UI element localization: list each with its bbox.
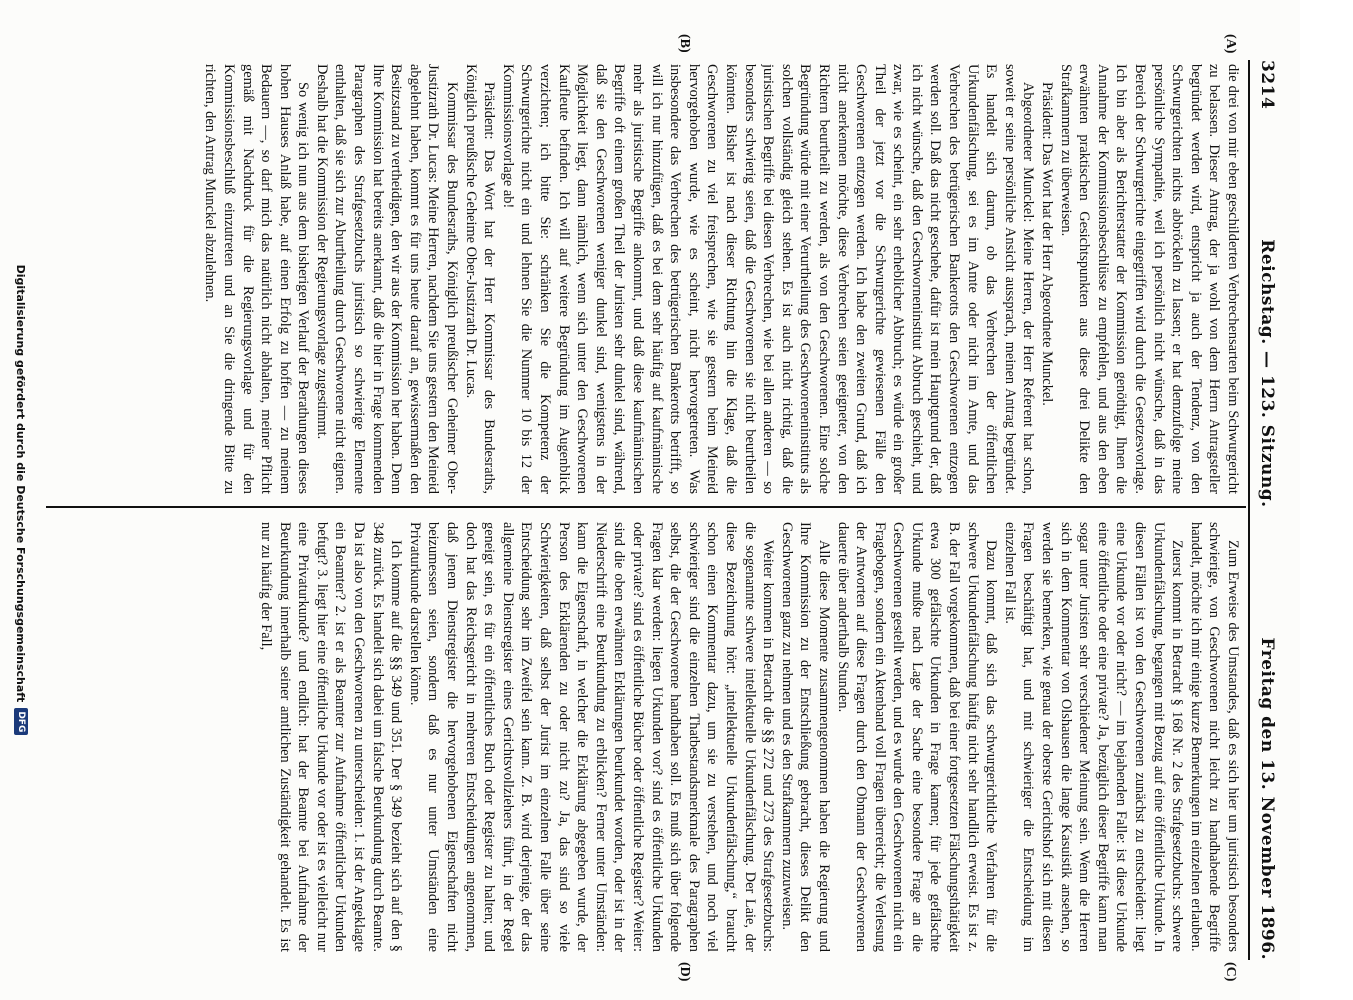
- paragraph: Zuerst kommt in Betracht § 168 Nr. 2 des Strafgesetzbuchs: schwere Urkundenfälschung, begangen mit Bezug auf eine öffentliche Urkunde. In diesen Fällen ist von den Geschworenen zunächst zu entscheiden: liegt eine Urkunde vor oder nicht? — im bejahenden Falle: ist diese Urkunde eine öffentliche oder eine private? Ja, bezüglich dieser Begriffe kann man sogar unter Juristen sehr verschiedener Meinung sein. Wenn die Herren sich in dem Kommentar von Olshausen die lange Kasuistik ansehen, so werden sie bemerken, wie genau der oberste Gerichtshof sich mit diesen Fragen beschäftigt hat, und mit schwieriger die Entscheidung im einzelnen Fall ist.: [1001, 522, 1186, 952]
- page-number: 3214: [1257, 60, 1277, 110]
- paragraph: Weiter kommen in Betracht die §§ 272 und 273 des Strafgesetzbuchs: die sogenannte schwere intellektuelle Urkundenfälschung. Der Laie, der diese Bezeichnung hört: „intellektuelle Urkundenfälschung,“ braucht schon einen Kommentar dazu, um sie zu verstehen, und noch viel schwieriger sind die einzelnen Thatbestandsmerkmale des Paragraphen selbst, die der Geschworene handhaben soll. Es muß sich über folgende Fragen klar werden: liegen Urkunden vor? sind es öffentliche Urkunden oder private? sind es öffentliche Bücher oder öffentliche Register? Weiter: sind die oben erwähnten Erklärungen beurkundet worden, oder ist in der Niederschrift eine Beurkundung zu erblicken? Ferner unter Umständen: kann die Eigenschaft, in welcher die Erklärung abgegeben wurde, der Person des Erklärenden zu oder nicht zu? Ja, das sind so viele Schwierigkeiten, daß selbst der Jurist im einzelnen Falle über seine Entscheidung sehr im Zweifel sein kann. Z. B. wird derjenige, der das allgemeine Dienstregister eines Gerichtsvollziehers führt, in der Regel geneigt sein, es für ein öffentliches Buch oder Register zu halten; und doch hat das Reichsgericht in mehreren Entscheidungen angenommen, daß jenem Dienstregister die hervorgehobenen Eigenschaften nicht beizumessen seien, sondern daß es nur unter Umständen eine Privaturkunde darstellen könne.: [406, 522, 777, 952]
- paragraph: die drei von mir eben geschilderten Verbrechensarten beim Schwurgericht zu belassen. Dieser Antrag, der ja wohl von dem Herrn Antragsteller begründet werden wird, entspricht ja auch der Tendenz, von den Schwurgerichten nichts abbröckeln zu lassen; er hat demzufolge meine persönliche Sympathie, weil ich persönlich nicht wünsche, daß in das Bereich der Schwurgerichte eingegriffen wird durch die Gesetzesvorlage. Ich bin aber als Berichterstatter der Kommission genöthigt, Ihnen die Annahme der Kommissionsbeschlüsse zu empfehlen, und aus den eben erwähnten praktischen Gesichtspunkten aus diese drei Delikte den Strafkammern zu überweisen.: [1057, 64, 1241, 494]
- margin-marker-c: (C): [1223, 962, 1238, 982]
- digitization-footer: [7, 0, 35, 1000]
- header-rule: [1248, 60, 1250, 960]
- paragraph: Präsident: Das Wort hat der Herr Kommissar des Bundesraths, Königlich preußische Geheime Ober-Justizrath Dr. Lucas.: [462, 64, 498, 494]
- dfg-logo-icon: DFG: [14, 708, 28, 735]
- page-title: Reichstag. — 123. Sitzung.: [1257, 239, 1277, 508]
- margin-marker-b: (B): [677, 34, 692, 53]
- margin-marker-d: (D): [677, 962, 692, 982]
- paragraph: Präsident: Das Wort hat der Herr Abgeordnete Munckel.: [1039, 82, 1056, 406]
- paragraph: Abgeordneter Munckel: Meine Herren, der Herr Referent hat schon, soweit er seine persönliche Ansicht aussprach, meinen Antrag begründet. Es handelt sich darum, ob das Verbrechen der öffentlichen Urkundenfälschung, sei es im Amte oder nicht im Amte, und das Verbrechen des betrügerischen Bankerotts den Geschworenen entzogen werden soll. Daß das nicht geschehe, dafür ist mein Hauptgrund der, daß ich nicht wünsche, daß den Geschworneninstitut Abbruch geschieht, und zwar, wie es scheint, ein sehr erheblicher Abbruch; es würde ein großer Theil der jetzt vor die Schwurgerichte gewiesenen Fälle den Geschworenen entzogen werden. Ich habe den zweiten Grund, daß ich nicht anerkennen möchte, diese Verbrechen seien geeigneter, von den Richtern beurtheilt zu werden, als von den Geschworenen. Eine solche Begründung würde mit einer Verurtheilung des Geschworeneninstituts als solchen vollständig gleich stehen. Es ist auch nicht richtig, daß die juristischen Begriffe bei diesen Verbrechen, wie bei allen anderen — so besonders schwierig seien, daß die Geschworenen sie nicht beurtheilen könnten. Bisher ist nach dieser Richtung hin die Klage, daß die Geschworenen zu viel freisprechen, wie sie gestern beim Meineid hervorgehoben wurde, wie es scheint, nicht hervorgetreten. Was insbesondere das Verbrechen des betrügerischen Bankerotts betrifft, so will ich nur hinzufügen, daß es bei dem sehr häufig auf kaufmännische mehr als juristische Begriffe ankommt, und daß diese kaufmännischen Begriffe oft einem großen Theil der Juristen sehr dunkel sind, während, daß sie den Geschworenen weniger dunkel sind, wenigstens in der Möglichkeit liegt, dann nämlich, wenn sich unter den Geschworenen Kaufleute befinden. Ich will auf weitere Begründung im Augenblick verzichten; ich bitte Sie: schränken Sie die Kompetenz der Schwurgerichte nicht ein und lehnen Sie die Nummer 10 bis 12 der Kommissionsvorlage ab!: [499, 64, 1037, 494]
- paragraph: So wenig ich nun aus dem bisherigen Verlauf der Berathungen dieses hohen Hauses Anlaß habe, auf einen Erfolg zu hoffen — zu meinem Bedauern —, so darf mich das natürlich nicht abhalten, meiner Pflicht gemäß mit Nachdruck für die Regierungsvorlage und für den Kommissionsbeschluß einzutreten und an Sie die dringende Bitte zu richten, den Antrag Munckel abzulehnen.: [202, 64, 312, 494]
- right-column: [52, 522, 1242, 952]
- page-date: Freitag den 13. November 1896.: [1257, 637, 1277, 960]
- column-divider: [46, 506, 1246, 508]
- paragraph: Ich komme auf die §§ 349 und 351. Der § 349 bezieht sich auf den § 348 zurück. Es handelt sich dabei um falsche Beurkundung durch Beamte. Da ist also von den Geschworenen zu unterscheiden: 1. ist der Angeklagte ein Beamter? 2. ist er als Beamter zur Aufnahme öffentlicher Urkunden befugt? 3. liegt hier eine öffentliche Urkunde vor oder ist es vielleicht nur eine Privaturkunde? und endlich: hat der Beamte bei Aufnahme der Beurkundung innerhalb seiner amtlichen Zuständigkeit gehandelt. Es ist nur zu häufig der Fall,: [258, 522, 405, 952]
- paragraph: Alle diese Momente zusammengenommen haben die Regierung und Ihre Kommission zu der Entschließung gebracht, dieses Delikt den Geschworenen ganz zu nehmen und es den Strafkammern zuzuweisen.: [778, 522, 832, 952]
- paragraph: Zum Erweise des Umstandes, daß es sich hier um juristisch besonders schwierige, von Geschworenen nicht leicht zu handhabende Begriffe handelt, möchte ich mir einige kurze Bemerkungen im einzelnen erlauben.: [1187, 522, 1241, 952]
- paragraph: Dazu kommt, daß sich das schwurgerichtliche Verfahren für die schwere Urkundenfälschung häufig nicht sehr handlich erweist. Es ist z. B. der Fall vorgekommen, daß bei einer fortgesetzten Fälschungsthätigkeit etwa 300 gefälschte Urkunden in Frage kamen; für jede gefälschte Urkunde mußte nach Lage der Sache eine besondere Frage an die Geschworenen gestellt werden, und es wurde den Geschworenen nicht ein Fragebogen, sondern ein Aktenband voll Fragen überreicht; die Verlesung der Antworten auf diese Fragen durch den Obmann der Geschworenen dauerte über anderthalb Stunden.: [834, 522, 1000, 952]
- page-header: [1252, 60, 1282, 960]
- margin-marker-a: (A): [1223, 34, 1238, 54]
- footer-text: Digitalisierung gefördert durch die Deutsche Forschungsgemeinschaft: [14, 264, 28, 703]
- paragraph: Kommissar des Bundesraths, Königlich preußischer Geheimer Ober-Justizrath Dr. Lucas: Meine Herren, nachdem Sie uns gestern den Meineid abgelehnt haben, kommt es für uns heute darauf an, gewissermaßen den Besitzstand zu vertheidigen, den wir aus der Kommission her haben. Denn Ihre Kommission hat bereits anerkannt, daß die hier in Frage kommenden Paragraphen des Strafgesetzbuchs juristisch so schwierige Elemente enthalten, daß sie sich zur Aburtheilung durch Geschworene nicht eignen. Deshalb hat die Kommission der Regierungsvorlage zugestimmt.: [313, 64, 461, 494]
- left-column: [52, 64, 1242, 494]
